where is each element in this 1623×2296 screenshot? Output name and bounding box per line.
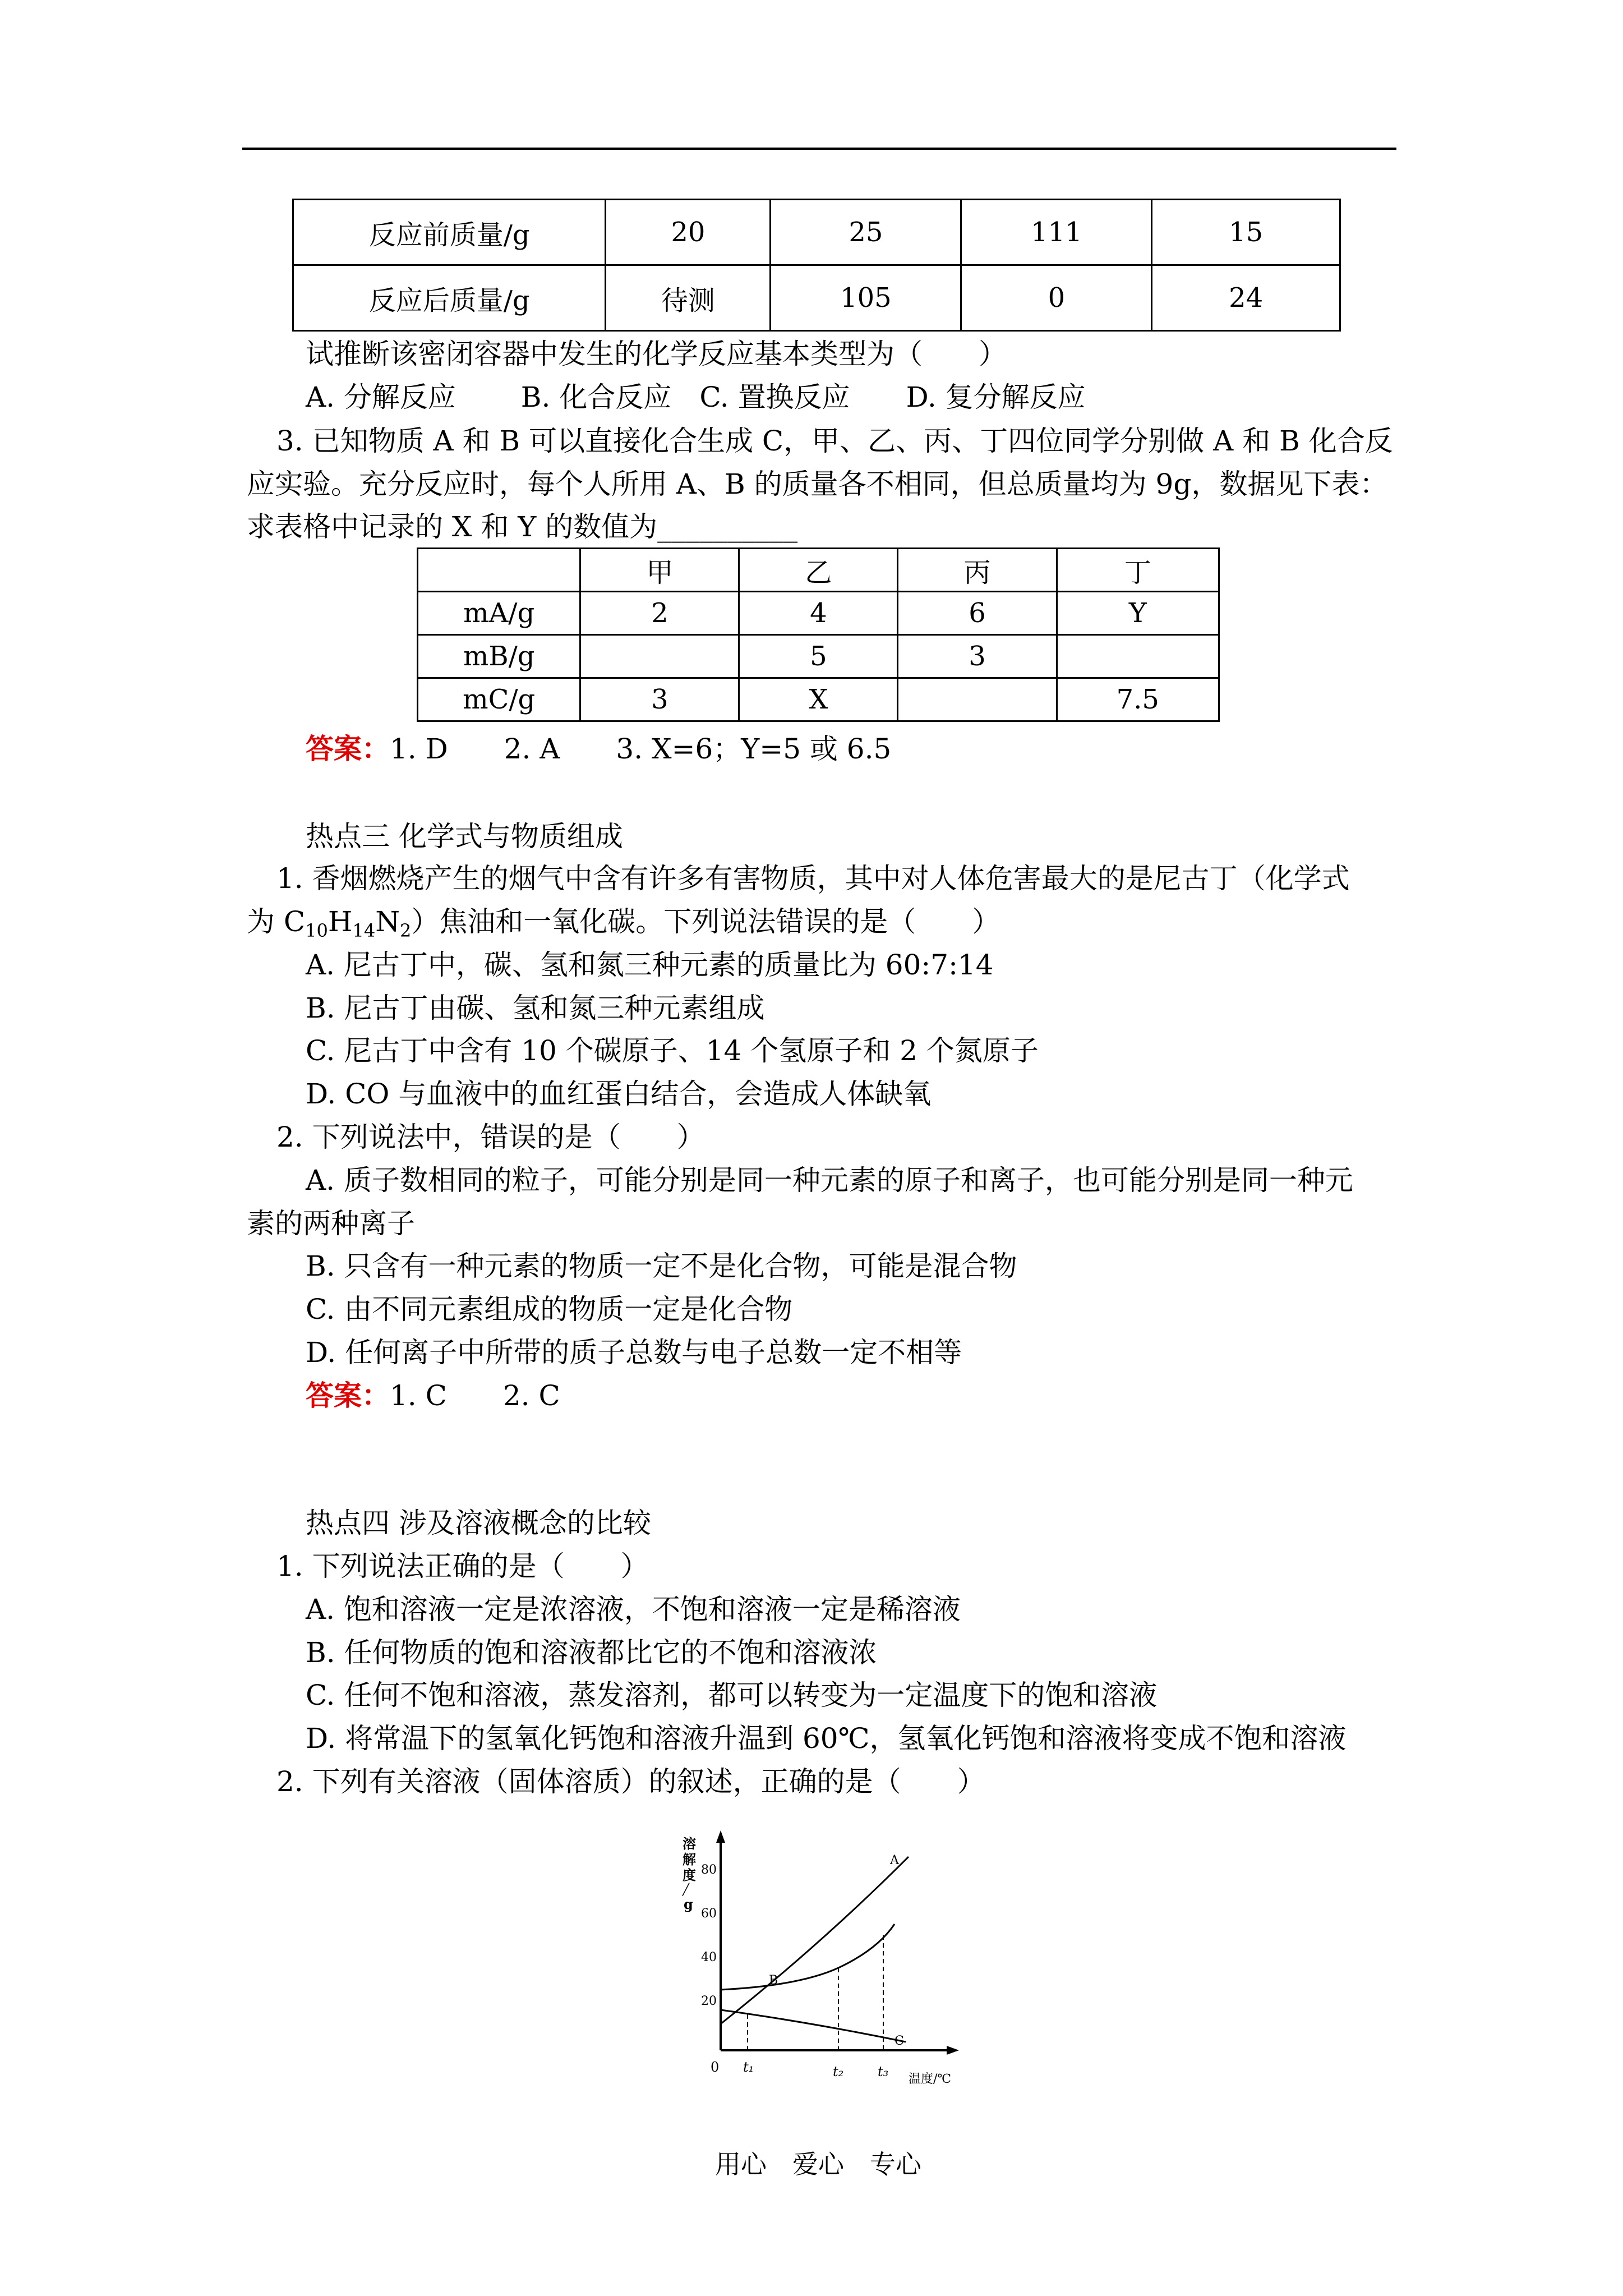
curve-label-c: C — [895, 2034, 904, 2048]
table-cell: 24 — [1152, 265, 1340, 331]
table-cell: 丁 — [1057, 549, 1219, 592]
answer-text: 1. D 2. A 3. X=6；Y=5 或 6.5 — [390, 733, 892, 765]
y-tick: 40 — [701, 1950, 717, 1964]
table-cell: X — [739, 678, 898, 721]
option-d: D. CO 与血液中的血红蛋白结合，会造成人体缺氧 — [306, 1078, 932, 1110]
answer-line — [306, 1378, 560, 1413]
option-c: C. 尼古丁中含有 10 个碳原子、14 个氢原子和 2 个氮原子 — [306, 1034, 1039, 1067]
table-cell: 反应后质量/g — [293, 265, 606, 331]
y-tick: 20 — [701, 1994, 717, 2008]
question-text: 求表格中记录的 X 和 Y 的数值为__________ — [247, 510, 798, 543]
table-cell: 7.5 — [1057, 678, 1219, 721]
table-cell — [418, 549, 580, 592]
table-row — [418, 592, 1219, 635]
x-label: 温度/℃ — [909, 2072, 952, 2086]
origin-label: 0 — [711, 2059, 720, 2075]
page-footer: 用心 爱心 专心 — [715, 2149, 921, 2179]
table-row — [418, 549, 1219, 592]
table-cell: Y — [1057, 592, 1219, 635]
curve-b — [721, 1924, 895, 1990]
table-cell: 0 — [961, 265, 1152, 331]
table-cell: 4 — [739, 592, 898, 635]
subscript: 10 — [305, 920, 328, 941]
table-cell: 甲 — [580, 549, 739, 592]
curve-label-b: B — [769, 1973, 778, 1987]
y-label-char: 度 — [683, 1867, 696, 1883]
option-b: B. 任何物质的饱和溶液都比它的不饱和溶液浓 — [306, 1636, 877, 1669]
question-text: 3. 已知物质 A 和 B 可以直接化合生成 C，甲、乙、丙、丁四位同学分别做 A 和 B 化合反 — [276, 425, 1393, 457]
table-cell: 105 — [771, 265, 961, 331]
y-tick: 60 — [701, 1907, 717, 1921]
y-label-char: ╱ — [683, 1883, 690, 1896]
question-options: A. 分解反应 B. 化合反应 C. 置换反应 D. 复分解反应 — [306, 381, 1086, 413]
table-cell: 15 — [1152, 200, 1340, 265]
option-d: D. 将常温下的氢氧化钙饱和溶液升温到 60℃，氢氧化钙饱和溶液将变成不饱和溶液 — [306, 1722, 1347, 1755]
section-title: 热点四 涉及溶液概念的比较 — [306, 1507, 651, 1539]
x-tick: t₃ — [878, 2064, 889, 2079]
table-row — [293, 265, 1340, 331]
table-cell — [898, 678, 1057, 721]
solubility-figure — [670, 1826, 973, 2095]
table-cell: 3 — [898, 635, 1057, 678]
x-tick: t₁ — [743, 2059, 754, 2075]
table-row — [418, 678, 1219, 721]
table-row — [418, 635, 1219, 678]
table-cell: 反应前质量/g — [293, 200, 606, 265]
table-cell: 5 — [739, 635, 898, 678]
subscript: 2 — [399, 920, 412, 941]
table-cell: 丙 — [898, 549, 1057, 592]
table-cell: mB/g — [418, 635, 580, 678]
x-axis-arrow — [947, 2046, 959, 2055]
answer-label: 答案： — [306, 732, 390, 765]
question-text-tail: ）焦油和一氧化碳。下列说法错误的是（ ） — [411, 905, 1000, 938]
option-a-cont: 素的两种离子 — [247, 1207, 415, 1240]
table-cell: 待测 — [606, 265, 771, 331]
y-axis-arrow — [716, 1830, 725, 1843]
answer-text: 1. C 2. C — [390, 1379, 560, 1412]
formula-element: N — [375, 905, 400, 938]
answer-label: 答案： — [306, 1379, 390, 1412]
table-cell: mA/g — [418, 592, 580, 635]
table-cell: 25 — [771, 200, 961, 265]
question-stem: 2. 下列有关溶液（固体溶质）的叙述，正确的是（ ） — [276, 1765, 985, 1798]
question-text: 应实验。充分反应时，每个人所用 A、B 的质量各不相同，但总质量均为 9g，数据见下表： — [247, 468, 1388, 500]
question-stem: 1. 下列说法正确的是（ ） — [276, 1550, 649, 1582]
table-cell: 20 — [606, 200, 771, 265]
option-a: A. 尼古丁中，碳、氢和氮三种元素的质量比为 60:7:14 — [306, 949, 994, 981]
section-title: 热点三 化学式与物质组成 — [306, 820, 623, 853]
data-table — [417, 547, 1220, 722]
formula-element: H — [328, 905, 353, 938]
question-text — [247, 904, 1000, 939]
header-rule — [242, 148, 1396, 150]
table-cell — [1057, 635, 1219, 678]
y-label-char: 解 — [683, 1851, 696, 1867]
option-b: B. 尼古丁由碳、氢和氮三种元素组成 — [306, 992, 765, 1024]
question-stem: 试推断该密闭容器中发生的化学反应基本类型为（ ） — [306, 338, 1007, 370]
table-cell: 乙 — [739, 549, 898, 592]
table-row — [293, 200, 1340, 265]
table-cell: mC/g — [418, 678, 580, 721]
table-cell: 2 — [580, 592, 739, 635]
y-tick: 80 — [701, 1863, 717, 1877]
question-text: 1. 香烟燃烧产生的烟气中含有许多有害物质，其中对人体危害最大的是尼古丁（化学式 — [276, 862, 1350, 895]
curve-label-a: A — [890, 1853, 899, 1867]
option-a: A. 质子数相同的粒子，可能分别是同一种元素的原子和离子，也可能分别是同一种元 — [306, 1164, 1353, 1197]
option-b: B. 只含有一种元素的物质一定不是化合物，可能是混合物 — [306, 1250, 1017, 1282]
option-a: A. 饱和溶液一定是浓溶液，不饱和溶液一定是稀溶液 — [306, 1593, 961, 1626]
answer-line — [306, 731, 891, 766]
x-tick: t₂ — [833, 2064, 844, 2079]
option-d: D. 任何离子中所带的质子总数与电子总数一定不相等 — [306, 1336, 962, 1369]
y-label-char: 溶 — [683, 1835, 696, 1852]
y-label-char: g — [684, 1896, 693, 1912]
formula-prefix: 为 C — [247, 905, 306, 938]
question-stem: 2. 下列说法中，错误的是（ ） — [276, 1121, 705, 1153]
subscript: 14 — [352, 920, 376, 941]
mass-table — [292, 199, 1341, 332]
table-cell: 3 — [580, 678, 739, 721]
table-cell — [580, 635, 739, 678]
option-c: C. 由不同元素组成的物质一定是化合物 — [306, 1293, 793, 1326]
option-c: C. 任何不饱和溶液，蒸发溶剂，都可以转变为一定温度下的饱和溶液 — [306, 1679, 1158, 1711]
curve-c — [721, 2010, 906, 2042]
table-cell: 6 — [898, 592, 1057, 635]
table-cell: 111 — [961, 200, 1152, 265]
